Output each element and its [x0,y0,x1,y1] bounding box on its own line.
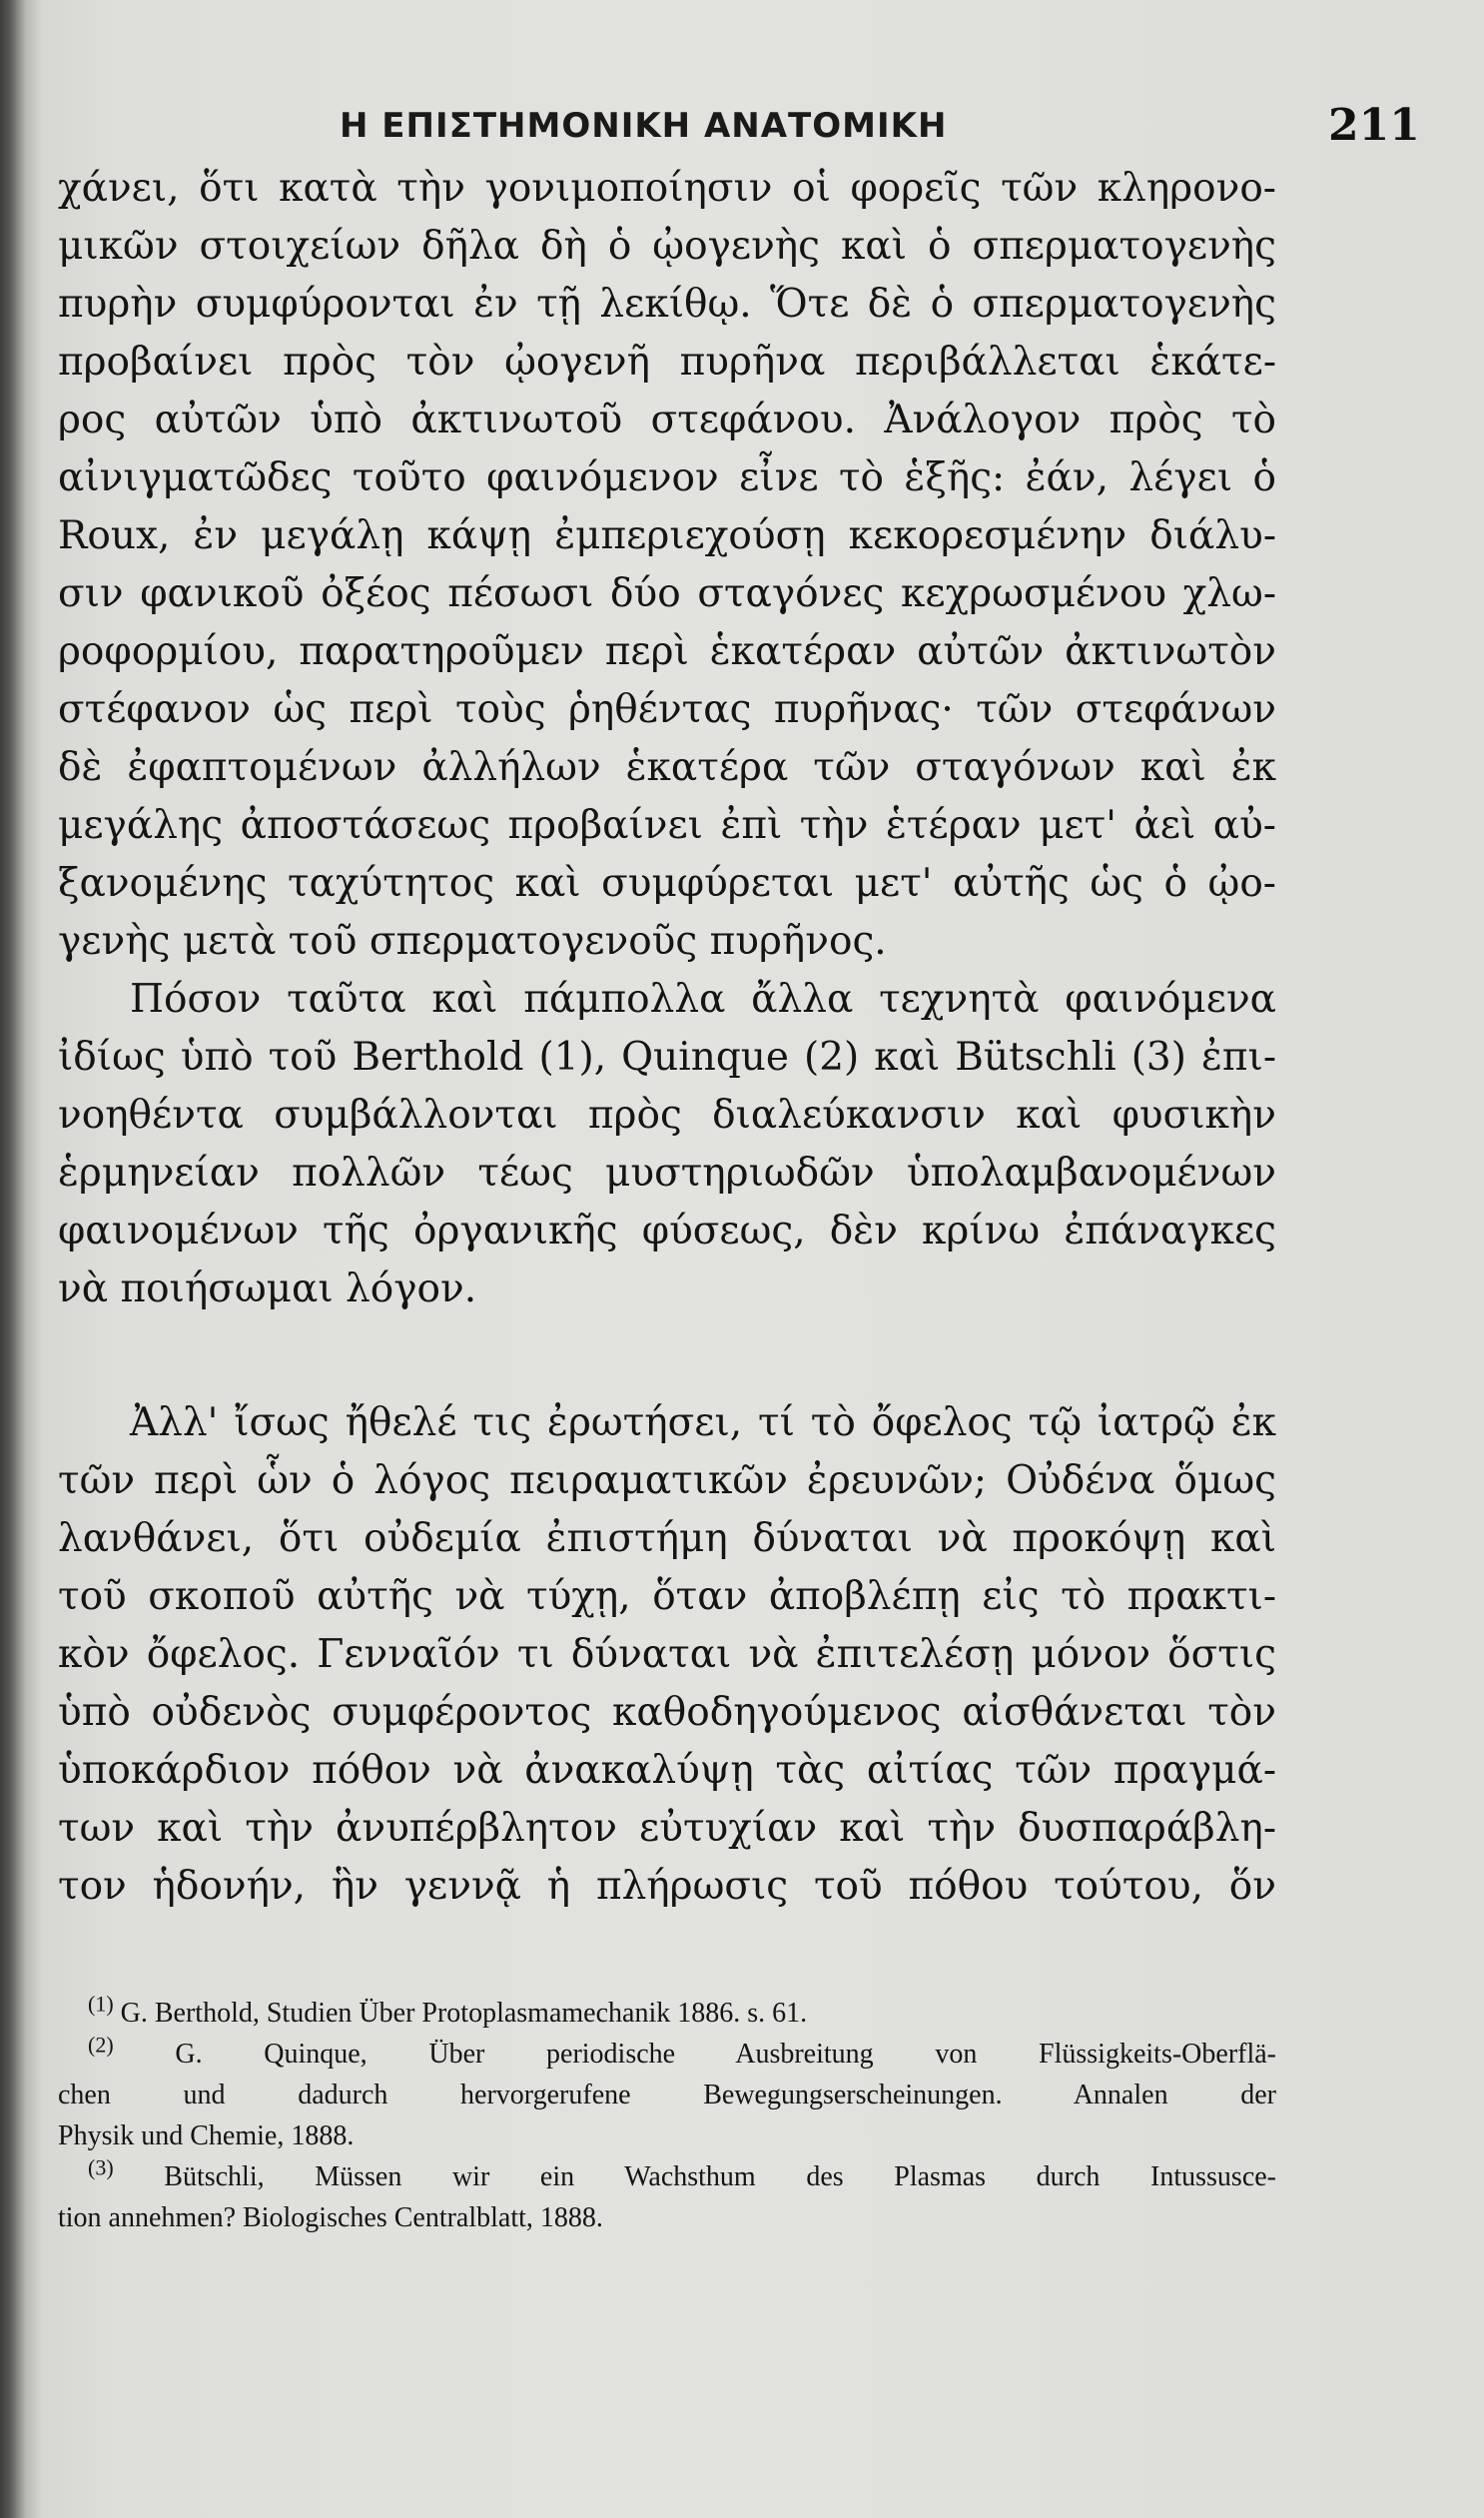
text-line: σιν φανικοῦ ὀξέος πέσωσι δύο σταγόνες κεχρωσμένου χλω- [58,571,1276,616]
text-line: ὑποκάρδιον πόθον νὰ ἀνακαλύψῃ τὰς αἰτίας τῶν πραγμά- [58,1748,1276,1793]
text-line: τον ἡδονήν, ἣν γεννᾷ ἡ πλήρωσις τοῦ πόθου τούτου, ὅν [58,1864,1276,1909]
page-number: 211 [1328,100,1420,151]
footnote-mark: (1) [88,1991,114,2017]
footnote-2 [58,2034,1276,2156]
footnote-line [58,2156,1276,2197]
text-line: γενὴς μετὰ τοῦ σπερματογενοῦς πυρῆνος. [58,919,887,964]
text-line: ἰδίως ὑπὸ τοῦ Berthold (1), Quinque (2) καὶ Bütschli (3) ἐπι- [58,1035,1276,1080]
text-line: ξανομένης ταχύτητος καὶ συμφύρεται μετ' αὐτῆς ὡς ὁ ᾠο- [58,861,1276,906]
text-line: ροφορμίου, παρατηροῦμεν περὶ ἑκατέραν αὐτῶν ἀκτινωτὸν [58,629,1276,674]
text-line: τῶν περὶ ὧν ὁ λόγος πειραματικῶν ἐρευνῶν; Οὐδένα ὅμως [58,1458,1276,1503]
text-line: δὲ ἐφαπτομένων ἀλλήλων ἑκατέρα τῶν σταγόνων καὶ ἐκ [58,745,1276,790]
text-line: χάνει, ὅτι κατὰ τὴν γονιμοποίησιν οἱ φορεῖς τῶν κληρονο- [58,166,1276,211]
text-line: Roux, ἐν μεγάλῃ κάψῃ ἐμπεριεχούσῃ κεκορεσμένην διάλυ- [58,513,1276,558]
footnote-3 [58,2156,1276,2238]
text-line: ἑρμηνείαν πολλῶν τέως μυστηριωδῶν ὑπολαμβανομένων [58,1151,1276,1196]
footnote-line: tion annehmen? Biologisches Centralblatt, 1888. [58,2202,603,2233]
text-line: φαινομένων τῆς ὀργανικῆς φύσεως, δὲν κρίνω ἐπάναγκες [58,1209,1276,1254]
footnote-mark: (3) [88,2154,114,2180]
footnote-text: G. Berthold, Studien Über Protoplasmamechanik 1886. s. 61. [120,1998,808,2029]
paragraph-gap [58,1318,1276,1394]
text-line: κὸν ὄφελος. Γενναῖόν τι δύναται νὰ ἐπιτελέσῃ μόνον ὅστις [58,1632,1276,1677]
text-line: μικῶν στοιχείων δῆλα δὴ ὁ ᾠογενὴς καὶ ὁ σπερματογενὴς [58,224,1276,269]
text-line: αἰνιγματῶδες τοῦτο φαινόμενον εἶνε τὸ ἑξῆς: ἐάν, λέγει ὁ [58,455,1276,500]
text-line: τοῦ σκοποῦ αὐτῆς νὰ τύχῃ, ὅταν ἀποβλέπῃ εἰς τὸ πρακτι- [58,1574,1276,1619]
footnote-text: G. Quinque, Über periodische Ausbreitung von Flüssigkeits-Oberflä- [175,2039,1276,2070]
footnote-1 [58,1993,1276,2034]
text-line: μεγάλης ἀποστάσεως προβαίνει ἐπὶ τὴν ἑτέραν μετ' ἀεὶ αὐ- [58,803,1276,848]
text-line: προβαίνει πρὸς τὸν ᾠογενῆ πυρῆνα περιβάλλεται ἑκάτε- [58,340,1276,385]
body-text [58,160,1276,1916]
footnote-text: Bütschli, Müssen wir ein Wachsthum des Plasmas durch Intussusce- [164,2161,1277,2192]
page-header [0,100,1484,160]
footnote-line: Physik und Chemie, 1888. [58,2120,355,2151]
text-line: νοηθέντα συμβάλλονται πρὸς διαλεύκανσιν καὶ φυσικὴν [58,1093,1276,1138]
paragraph-3 [58,1394,1276,1916]
text-line: λανθάνει, ὅτι οὐδεμία ἐπιστήμη δύναται νὰ προκόψῃ καὶ [58,1516,1276,1561]
text-line: των καὶ τὴν ἀνυπέρβλητον εὐτυχίαν καὶ τὴν δυσπαράβλη- [58,1806,1276,1851]
text-line: πυρὴν συμφύρονται ἐν τῇ λεκίθῳ. Ὅτε δὲ ὁ σπερματογενὴς [58,282,1276,327]
text-line: ρος αὐτῶν ὑπὸ ἀκτινωτοῦ στεφάνου. Ἀνάλογον πρὸς τὸ [58,398,1276,442]
footnote-mark: (2) [88,2032,114,2058]
footnote-line: chen und dadurch hervorgerufene Bewegungserscheinungen. Annalen der [58,2080,1276,2110]
footnotes [58,1993,1276,2238]
text-line: ὑπὸ οὐδενὸς συμφέροντος καθοδηγούμενος αἰσθάνεται τὸν [58,1690,1276,1735]
paragraph-2 [58,971,1276,1318]
text-line: Πόσον ταῦτα καὶ πάμπολλα ἄλλα τεχνητὰ φαινόμενα [130,977,1276,1022]
paragraph-1 [58,160,1276,971]
footnote-line [58,2034,1276,2075]
text-line: νὰ ποιήσωμαι λόγον. [58,1266,477,1311]
footnote-line [58,1993,1276,2034]
running-title: Η ΕΠΙΣΤΗΜΟΝΙΚΗ ΑΝΑΤΟΜΙΚΗ [340,106,948,146]
text-line: στέφανον ὡς περὶ τοὺς ῥηθέντας πυρῆνας· τῶν στεφάνων [58,687,1276,732]
text-line: Ἀλλ' ἴσως ἤθελέ τις ἐρωτήσει, τί τὸ ὄφελος τῷ ἰατρῷ ἐκ [130,1400,1276,1445]
